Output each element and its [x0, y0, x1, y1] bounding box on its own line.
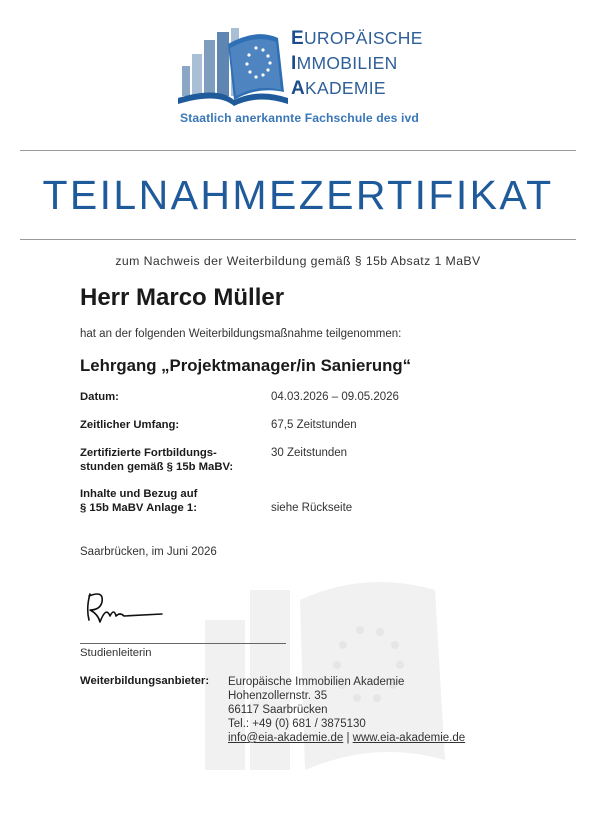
course-title: Lehrgang „Projektmanager/in Sanierung“: [80, 356, 412, 375]
link-separator: |: [343, 732, 353, 744]
certificate-subtitle: zum Nachweis der Weiterbildung gemäß § 15b Absatz 1 MaBV: [115, 254, 481, 268]
provider-website-link[interactable]: www.eia-akademie.de: [352, 732, 466, 744]
content-reference-value: siehe Rückseite: [271, 502, 353, 514]
provider-name: Europäische Immobilien Akademie: [228, 676, 405, 688]
participant-name: Herr Marco Müller: [80, 284, 285, 311]
duration-label: Zeitlicher Umfang:: [80, 419, 180, 431]
academy-logo: [178, 22, 428, 132]
provider-address: [228, 675, 465, 745]
buildings-book-icon: [178, 26, 288, 111]
date-label: Datum:: [80, 391, 119, 403]
signature-role: Studienleiterin: [80, 647, 152, 659]
logo-wordmark: EUROPÄISCHE IMMOBILIEN AKADEMIE: [291, 28, 423, 99]
signature-line: [80, 643, 286, 644]
provider-email-link[interactable]: info@eia-akademie.de: [228, 732, 344, 744]
certificate-title: TEILNAHMEZERTIFIKAT: [42, 172, 554, 218]
intro-text: hat an der folgenden Weiterbildungsmaßnahme teilgenommen:: [80, 328, 402, 340]
duration-value: 67,5 Zeitstunden: [271, 419, 357, 431]
title-divider: [20, 239, 576, 240]
provider-label: Weiterbildungsanbieter:: [80, 675, 210, 687]
top-divider: [20, 150, 576, 151]
content-reference-label: Inhalte und Bezug auf § 15b MaBV Anlage 1:: [80, 488, 198, 514]
certified-hours-label: Zertifizierte Fortbildungs- stunden gemäß § 15b MaBV:: [80, 447, 234, 473]
signature-icon: [80, 588, 170, 628]
provider-phone: Tel.: +49 (0) 681 / 3875130: [228, 718, 366, 730]
provider-street: Hohenzollernstr. 35: [228, 690, 328, 702]
place-date: Saarbrücken, im Juni 2026: [80, 546, 217, 558]
certified-hours-value: 30 Zeitstunden: [271, 447, 348, 459]
provider-city: 66117 Saarbrücken: [228, 704, 328, 716]
date-value: 04.03.2026 – 09.05.2026: [271, 391, 399, 403]
logo-tagline: Staatlich anerkannte Fachschule des ivd: [180, 111, 419, 125]
